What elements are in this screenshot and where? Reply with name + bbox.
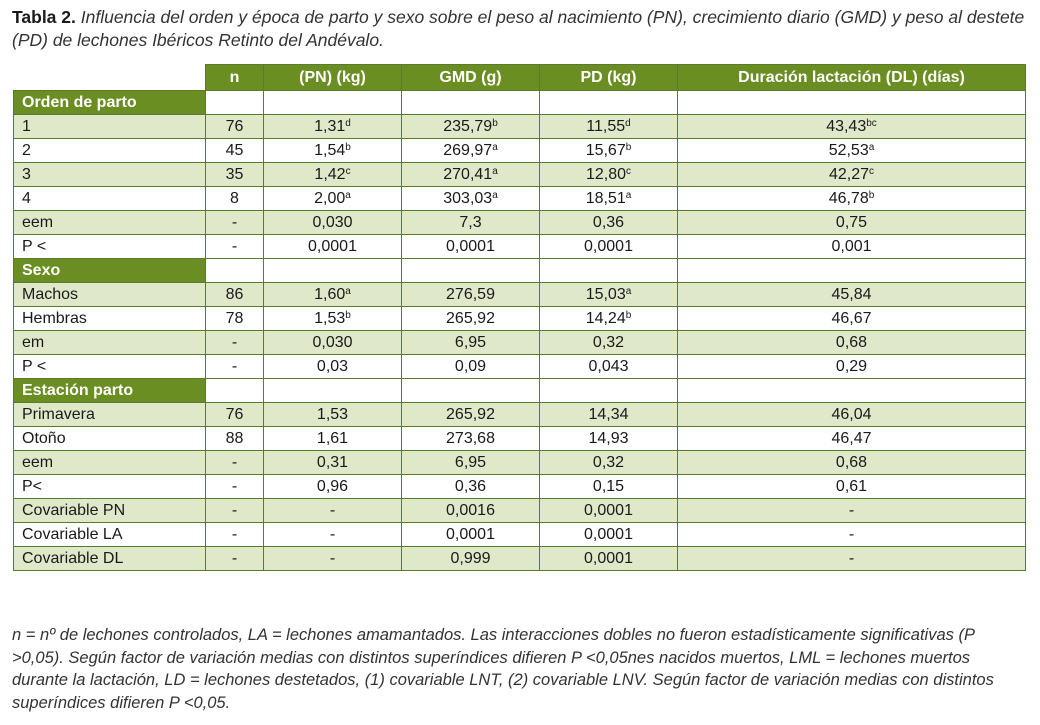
table-cell <box>678 523 1026 547</box>
row-label: eem <box>14 451 206 475</box>
table-cell <box>206 523 264 547</box>
table-cell <box>264 283 402 307</box>
cell-value: 0,0001 <box>446 237 495 255</box>
cell-value: 269,97 <box>443 141 493 159</box>
cell-value: 88 <box>225 429 244 447</box>
table-cell <box>264 547 402 571</box>
table-cell <box>264 427 402 451</box>
section-empty-cell <box>264 91 402 115</box>
cell-value: 0,15 <box>592 477 625 495</box>
table-cell <box>678 211 1026 235</box>
cell-value: 0,09 <box>454 357 487 375</box>
cell-superscript: b <box>345 309 351 321</box>
table-cell <box>264 115 402 139</box>
table-cell <box>206 475 264 499</box>
cell-value: 76 <box>225 405 244 423</box>
header-dl: Duración lactación (DL) (días) <box>678 65 1026 91</box>
cell-value: 1,42 <box>314 165 346 183</box>
cell-value: 0,0016 <box>446 501 495 519</box>
table-cell <box>264 187 402 211</box>
cell-value: 2,00 <box>314 189 346 207</box>
cell-value: 35 <box>225 165 244 183</box>
cell-superscript: c <box>345 165 351 177</box>
header-gmd: GMD (g) <box>402 65 540 91</box>
table-row <box>14 139 1026 163</box>
cell-value: - <box>329 549 336 567</box>
cell-value: 0,75 <box>835 213 868 231</box>
cell-value: 0,32 <box>592 333 625 351</box>
table-footnote: n = nº de lechones controlados, LA = lechones amamantados. Las interacciones dobles no fueron estadísticamente significativas (P >0,05). Según factor de variación medias con distintos superíndices difieren P <0,05nes nacidos muertos, LML = lechones muertos durante la lactación, LD = lechones destetados, (1) covariable LNT, (2) covariable LNV. Según factor de variación medias con distintos superíndices difieren P <0,05. <box>12 626 994 712</box>
cell-value: 0,0001 <box>584 501 633 519</box>
cell-value: 14,93 <box>588 429 629 447</box>
cell-value: 0,043 <box>588 357 629 375</box>
table-cell <box>206 163 264 187</box>
table-row <box>14 523 1026 547</box>
section-empty-cell <box>540 91 678 115</box>
table-cell <box>402 331 540 355</box>
cell-value: 0,31 <box>316 453 349 471</box>
cell-value: 7,3 <box>459 213 482 231</box>
table-cell <box>678 139 1026 163</box>
cell-superscript: a <box>625 285 632 297</box>
cell-value: 46,47 <box>831 429 872 447</box>
cell-superscript: b <box>868 189 875 201</box>
table-cell <box>678 499 1026 523</box>
table-cell <box>540 499 678 523</box>
table-cell <box>402 187 540 211</box>
cell-value: 1,54 <box>314 141 346 159</box>
cell-superscript: a <box>345 285 351 297</box>
table-row <box>14 355 1026 379</box>
cell-superscript: a <box>492 189 498 201</box>
table-cell <box>206 235 264 259</box>
cell-value: 0,96 <box>316 477 349 495</box>
cell-value: 18,51 <box>585 189 626 207</box>
cell-value: 0,0001 <box>584 525 633 543</box>
table-cell <box>402 403 540 427</box>
cell-value: 303,03 <box>443 189 493 207</box>
table-cell <box>206 187 264 211</box>
table-cell <box>540 307 678 331</box>
table-cell <box>678 307 1026 331</box>
cell-value: - <box>231 213 238 231</box>
header-pd: PD (kg) <box>540 65 678 91</box>
cell-value: - <box>231 549 238 567</box>
table-cell <box>402 451 540 475</box>
cell-value: 15,67 <box>585 141 626 159</box>
table-cell <box>402 499 540 523</box>
cell-value: 273,68 <box>446 429 495 447</box>
row-label: Covariable LA <box>14 523 206 547</box>
section-title: Estación parto <box>14 379 206 403</box>
table-cell <box>206 355 264 379</box>
section-empty-cell <box>678 379 1026 403</box>
header-pn: (PN) (kg) <box>264 65 402 91</box>
table-cell <box>402 475 540 499</box>
table-cell <box>678 115 1026 139</box>
table-header-row <box>14 65 1026 91</box>
table-cell <box>540 403 678 427</box>
table-cell <box>264 331 402 355</box>
row-label: Otoño <box>14 427 206 451</box>
table-cell <box>540 331 678 355</box>
table-cell <box>206 547 264 571</box>
table-row <box>14 331 1026 355</box>
results-table <box>13 64 1026 571</box>
cell-superscript: b <box>345 141 351 153</box>
cell-value: 1,53 <box>314 309 346 327</box>
cell-value: - <box>231 333 238 351</box>
table-cell <box>264 163 402 187</box>
cell-value: 0,0001 <box>584 549 633 567</box>
table-cell <box>402 283 540 307</box>
row-label: 2 <box>14 139 206 163</box>
cell-value: 0,999 <box>450 549 491 567</box>
section-empty-cell <box>678 91 1026 115</box>
cell-value: 15,03 <box>585 285 626 303</box>
table-cell <box>402 139 540 163</box>
table-cell <box>402 523 540 547</box>
table-cell <box>402 355 540 379</box>
cell-value: 270,41 <box>443 165 493 183</box>
cell-value: 0,32 <box>592 453 625 471</box>
table-row <box>14 283 1026 307</box>
table-cell <box>206 139 264 163</box>
cell-value: 0,36 <box>592 213 625 231</box>
table-cell <box>402 235 540 259</box>
section-empty-cell <box>206 379 264 403</box>
cell-value: - <box>329 501 336 519</box>
table-row <box>14 235 1026 259</box>
cell-value: - <box>231 501 238 519</box>
cell-value: - <box>329 525 336 543</box>
table-cell <box>264 211 402 235</box>
table-cell <box>678 235 1026 259</box>
cell-value: 0,68 <box>835 453 868 471</box>
table-cell <box>540 283 678 307</box>
cell-value: - <box>231 357 238 375</box>
caption-text: Influencia del orden y época de parto y sexo sobre el peso al nacimiento (PN), crecimiento diario (GMD) y peso al destete (PD) de lechones Ibéricos Retinto del Andévalo. <box>12 7 1025 50</box>
table-cell <box>678 331 1026 355</box>
cell-value: 1,53 <box>316 405 349 423</box>
cell-superscript: b <box>625 141 632 153</box>
table-row <box>14 403 1026 427</box>
table-cell <box>678 163 1026 187</box>
cell-value: 46,67 <box>831 309 872 327</box>
table-cell <box>678 547 1026 571</box>
table-cell <box>678 355 1026 379</box>
cell-value: 14,24 <box>585 309 626 327</box>
cell-value: 76 <box>225 117 244 135</box>
cell-superscript: a <box>625 189 632 201</box>
cell-superscript: a <box>345 189 351 201</box>
table-row <box>14 499 1026 523</box>
table-cell <box>540 163 678 187</box>
cell-superscript: a <box>492 141 498 153</box>
section-empty-cell <box>540 379 678 403</box>
cell-value: 0,0001 <box>446 525 495 543</box>
table-cell <box>540 475 678 499</box>
table-cell <box>678 283 1026 307</box>
table-row <box>14 211 1026 235</box>
table-cell <box>678 427 1026 451</box>
table-cell <box>206 283 264 307</box>
section-row <box>14 379 1026 403</box>
table-cell <box>264 355 402 379</box>
cell-superscript: c <box>626 165 632 177</box>
table-cell <box>206 331 264 355</box>
table-cell <box>206 115 264 139</box>
row-label: Hembras <box>14 307 206 331</box>
table-cell <box>264 403 402 427</box>
table-cell <box>402 163 540 187</box>
table-cell <box>678 187 1026 211</box>
table-row <box>14 307 1026 331</box>
table-cell <box>540 547 678 571</box>
table-cell <box>402 211 540 235</box>
table-body <box>14 91 1026 571</box>
row-label: P < <box>14 355 206 379</box>
table-cell <box>206 499 264 523</box>
cell-value: 52,53 <box>828 141 869 159</box>
row-label: em <box>14 331 206 355</box>
table-row <box>14 163 1026 187</box>
cell-value: 0,03 <box>316 357 349 375</box>
cell-value: 11,55 <box>586 117 626 135</box>
section-empty-cell <box>402 91 540 115</box>
section-row <box>14 259 1026 283</box>
table-cell <box>540 355 678 379</box>
table-cell <box>402 307 540 331</box>
row-label: 4 <box>14 187 206 211</box>
section-empty-cell <box>206 259 264 283</box>
cell-value: - <box>231 525 238 543</box>
cell-value: 265,92 <box>446 405 495 423</box>
table-cell <box>540 211 678 235</box>
cell-value: 0,61 <box>835 477 868 495</box>
cell-value: 43,43 <box>826 117 867 135</box>
cell-value: 78 <box>225 309 244 327</box>
table-cell <box>264 499 402 523</box>
cell-value: 0,0001 <box>584 237 633 255</box>
cell-value: - <box>231 453 238 471</box>
section-row <box>14 91 1026 115</box>
table-cell <box>540 187 678 211</box>
cell-superscript: d <box>345 117 351 129</box>
header-corner <box>14 65 206 91</box>
cell-value: 46,78 <box>828 189 869 207</box>
section-empty-cell <box>402 259 540 283</box>
table-row <box>14 451 1026 475</box>
row-label: P< <box>14 475 206 499</box>
table-cell <box>206 307 264 331</box>
section-empty-cell <box>264 379 402 403</box>
cell-value: 0,030 <box>312 333 353 351</box>
cell-value: 42,27 <box>828 165 870 183</box>
cell-value: - <box>231 237 238 255</box>
cell-value: 45 <box>225 141 244 159</box>
cell-superscript: b <box>492 117 498 129</box>
header-n: n <box>206 65 264 91</box>
cell-value: 276,59 <box>446 285 495 303</box>
cell-superscript: c <box>869 165 875 177</box>
cell-value: 0,030 <box>312 213 353 231</box>
cell-superscript: a <box>868 141 875 153</box>
section-empty-cell <box>402 379 540 403</box>
table-row <box>14 547 1026 571</box>
table-cell <box>264 235 402 259</box>
cell-superscript: bc <box>866 117 877 129</box>
table-cell <box>678 451 1026 475</box>
table-cell <box>540 235 678 259</box>
cell-value: 46,04 <box>831 405 872 423</box>
table-row <box>14 475 1026 499</box>
row-label: eem <box>14 211 206 235</box>
cell-superscript: a <box>492 165 498 177</box>
table-cell <box>264 475 402 499</box>
table-cell <box>402 547 540 571</box>
cell-value: 0,0001 <box>308 237 357 255</box>
row-label: Primavera <box>14 403 206 427</box>
table-cell <box>206 403 264 427</box>
table-cell <box>540 139 678 163</box>
cell-value: 1,61 <box>316 429 349 447</box>
cell-value: 235,79 <box>443 117 493 135</box>
cell-value: 0,68 <box>835 333 868 351</box>
section-empty-cell <box>540 259 678 283</box>
cell-value: 0,36 <box>454 477 487 495</box>
cell-value: 6,95 <box>454 333 487 351</box>
table-row <box>14 427 1026 451</box>
table-cell <box>540 115 678 139</box>
cell-value: 86 <box>225 285 244 303</box>
table-cell <box>678 403 1026 427</box>
table-cell <box>402 427 540 451</box>
table-caption <box>12 6 1027 52</box>
table-cell <box>402 115 540 139</box>
cell-superscript: d <box>625 117 631 129</box>
cell-value: 265,92 <box>446 309 495 327</box>
cell-value: 0,001 <box>831 237 872 255</box>
section-empty-cell <box>678 259 1026 283</box>
row-label: Machos <box>14 283 206 307</box>
table-row <box>14 187 1026 211</box>
cell-value: - <box>231 477 238 495</box>
cell-value: - <box>848 549 855 567</box>
caption-label: Tabla 2. <box>12 7 76 27</box>
table-cell <box>206 211 264 235</box>
cell-value: - <box>848 525 855 543</box>
cell-value: 8 <box>230 189 239 207</box>
row-label: 1 <box>14 115 206 139</box>
cell-value: 1,31 <box>314 117 346 135</box>
table-cell <box>264 139 402 163</box>
section-empty-cell <box>264 259 402 283</box>
table-cell <box>264 451 402 475</box>
table-cell <box>540 427 678 451</box>
table-cell <box>264 307 402 331</box>
table-cell <box>206 427 264 451</box>
cell-value: 14,34 <box>588 405 629 423</box>
table-cell <box>540 451 678 475</box>
cell-superscript: b <box>625 309 632 321</box>
row-label: Covariable PN <box>14 499 206 523</box>
cell-value: - <box>848 501 855 519</box>
section-title: Orden de parto <box>14 91 206 115</box>
cell-value: 0,29 <box>835 357 868 375</box>
row-label: P < <box>14 235 206 259</box>
table-cell <box>678 475 1026 499</box>
section-empty-cell <box>206 91 264 115</box>
section-title: Sexo <box>14 259 206 283</box>
cell-value: 12,80 <box>585 165 627 183</box>
row-label: 3 <box>14 163 206 187</box>
table-cell <box>540 523 678 547</box>
cell-value: 45,84 <box>831 285 872 303</box>
cell-value: 1,60 <box>314 285 346 303</box>
row-label: Covariable DL <box>14 547 206 571</box>
cell-value: 6,95 <box>454 453 487 471</box>
table-row <box>14 115 1026 139</box>
table-cell <box>264 523 402 547</box>
table-cell <box>206 451 264 475</box>
